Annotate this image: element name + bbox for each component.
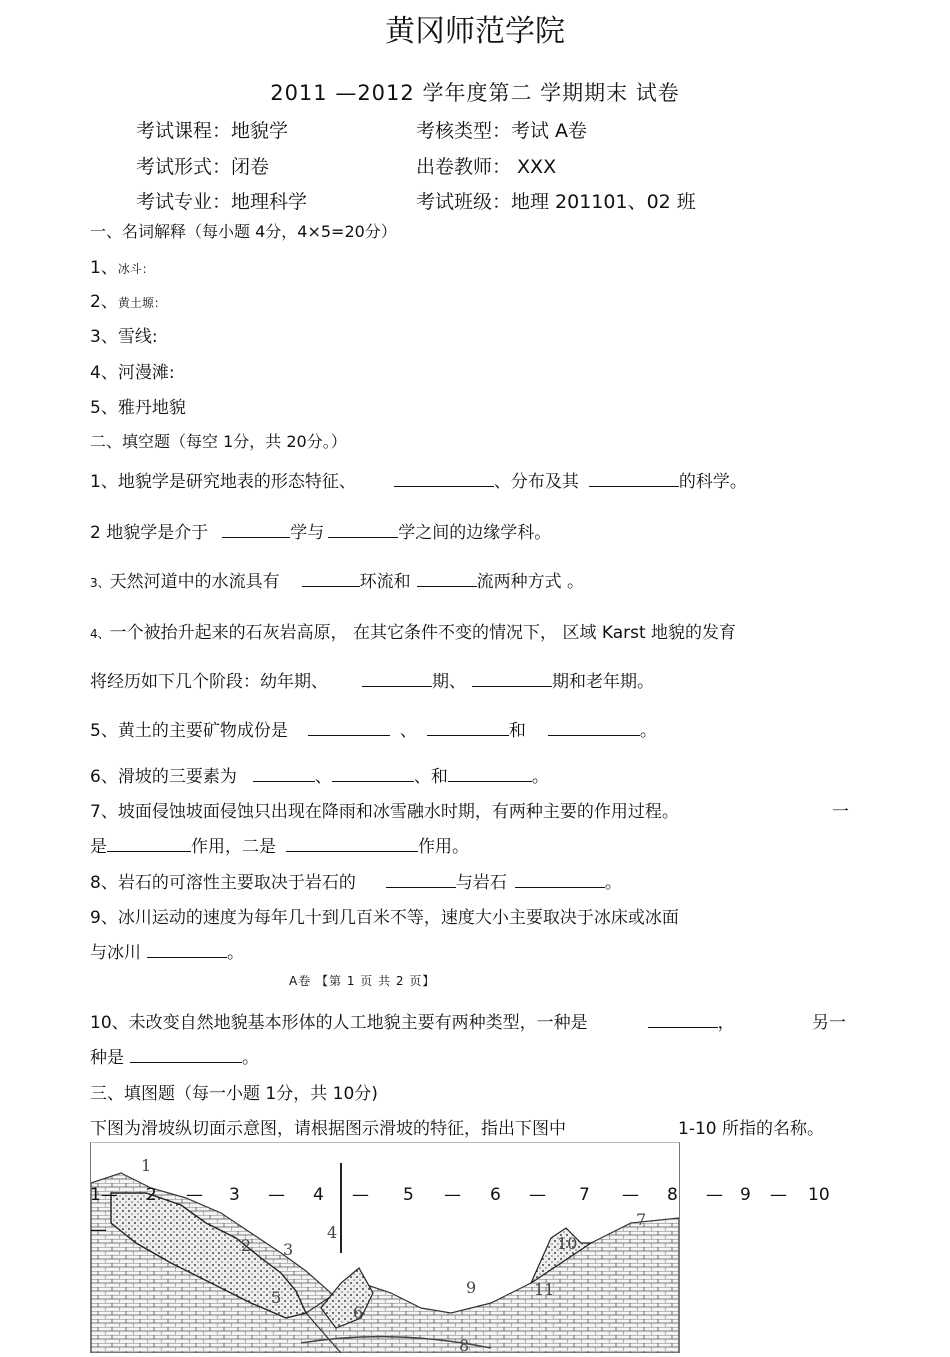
answer-dash: —: [268, 1185, 285, 1205]
q1-blank-2: [589, 469, 679, 487]
answer-label-5: 5: [403, 1185, 414, 1205]
q8-blank-1: [386, 870, 456, 888]
q3-number: 3、: [90, 576, 110, 590]
q5-blank-3: [548, 718, 640, 736]
fill-question-7-line1: 7、坡面侵蚀坡面侵蚀只出现在降雨和冰雪融水时期，有两种主要的作用过程。: [90, 802, 679, 822]
answer-dash: —: [622, 1185, 639, 1205]
term-item-3: [90, 322, 158, 347]
landslide-cross-section: [91, 1143, 679, 1353]
q10-text-d: 种是: [90, 1048, 124, 1068]
q5-blank-1: [308, 718, 390, 736]
answer-label-2: 2: [146, 1185, 157, 1205]
q6-blank-3: [448, 764, 532, 782]
answer-dash: —: [186, 1185, 203, 1205]
figure-number: 7: [636, 1210, 647, 1229]
answer-label-7: 7: [579, 1185, 590, 1205]
q10-text-a: 10、未改变自然地貌基本形体的人工地貌主要有两种类型，一种是: [90, 1013, 588, 1033]
q5-text-b: 、: [399, 721, 417, 741]
term-item-5: [90, 393, 186, 418]
figure-number: 8: [459, 1336, 470, 1353]
q2-text-a: 2 地貌学是介于: [90, 523, 209, 543]
q3-blank-2: [417, 569, 477, 587]
q2-blank-2: [328, 520, 398, 538]
term-item-2: [90, 287, 166, 312]
answer-label-9: 9: [740, 1185, 751, 1205]
figure-number: 3: [283, 1240, 294, 1259]
fill-question-3: [90, 567, 584, 592]
answer-label-1: 1—: [90, 1185, 118, 1205]
assessment-type: 考核类型：考试 A卷: [416, 120, 588, 142]
q7-text-b: 作用，二是: [191, 837, 276, 857]
q5-text-a: 5、黄土的主要矿物成份是: [90, 721, 288, 741]
landslide-figure: [90, 1142, 680, 1353]
figure-number: 5: [271, 1288, 282, 1307]
q7-text-a: 是: [90, 837, 107, 857]
q6-text-d: 。: [531, 767, 549, 787]
fill-question-2: [90, 518, 551, 543]
figure-number: 11: [534, 1280, 555, 1299]
answer-trailing-dash: —: [90, 1220, 107, 1240]
answer-label-3: 3: [229, 1185, 240, 1205]
figure-number: 1: [141, 1156, 152, 1175]
q6-blank-2: [332, 764, 414, 782]
figure-number: 6: [353, 1303, 364, 1322]
term-number: 4、: [90, 363, 118, 383]
q8-blank-2: [515, 870, 605, 888]
q7-blank-1: [107, 834, 191, 852]
fill-question-10-line2: [90, 1043, 259, 1068]
q10-blank-1: [648, 1010, 718, 1028]
q6-text-b: 、: [314, 767, 332, 787]
q4-text-b: 期、: [432, 672, 466, 692]
answer-dash: —: [706, 1185, 723, 1205]
q4-text-c: 期和老年期。: [552, 672, 654, 692]
term-item-1: [90, 253, 154, 278]
term-text: 雪线:: [117, 327, 158, 347]
fill-question-6: [90, 762, 549, 787]
q5-blank-2: [427, 718, 509, 736]
fill-question-1: [90, 467, 747, 492]
answer-dash: —: [770, 1185, 787, 1205]
page-footer: A卷 【第 1 页 共 2 页】: [289, 974, 436, 988]
fill-question-7-line2: [90, 832, 469, 857]
school-name: 黄冈师范学院: [385, 14, 565, 49]
q7-blank-2: [286, 834, 418, 852]
q9-text-b: 。: [227, 943, 244, 963]
figure-number: 9: [466, 1278, 477, 1297]
q5-text-d: 。: [639, 721, 657, 741]
term-number: 2、: [90, 292, 118, 312]
section3-instruction: 下图为滑坡纵切面示意图，请根据图示滑坡的特征，指出下图中: [90, 1119, 566, 1139]
q3-text-b: 环流和: [359, 572, 411, 592]
q9-blank-1: [147, 940, 227, 958]
term-text: 冰斗：: [117, 262, 154, 276]
q9-text-a: 与冰川: [90, 943, 141, 963]
q2-text-c: 学之间的边缘学科。: [398, 523, 552, 543]
q10-text-e: 。: [242, 1048, 259, 1068]
term-text: 黄土塬：: [117, 296, 166, 310]
answer-dash: —: [444, 1185, 461, 1205]
term-number: 3、: [90, 327, 118, 347]
exam-teacher: 出卷教师： XXX: [416, 156, 557, 178]
q7-text-c: 作用。: [418, 837, 469, 857]
q3-blank-1: [302, 569, 360, 587]
fill-question-4-line1: [90, 618, 736, 643]
q4-blank-2: [472, 669, 552, 687]
fill-question-10-line1: [90, 1008, 735, 1033]
q6-text-c: 、和: [413, 767, 448, 787]
q4-number: 4、: [90, 627, 110, 641]
q1-text-c: 的科学。: [678, 472, 747, 492]
q5-text-c: 和: [508, 721, 526, 741]
q7-one: 一: [832, 802, 849, 822]
q3-text-a: 天然河道中的水流具有: [109, 572, 280, 592]
q2-blank-1: [222, 520, 290, 538]
answer-dash: —: [529, 1185, 546, 1205]
section3-range: 1-10 所指的名称。: [678, 1119, 824, 1139]
q10-blank-2: [130, 1045, 242, 1063]
fill-question-5: [90, 716, 657, 741]
exam-course: 考试课程：地貌学: [136, 120, 289, 142]
fill-question-9-line1: 9、冰川运动的速度为每年几十到几百米不等，速度大小主要取决于冰床或冰面: [90, 908, 679, 928]
fill-question-4-line2: [90, 667, 654, 692]
q1-blank-1: [394, 469, 494, 487]
q6-text-a: 6、滑坡的三要素为: [90, 767, 237, 787]
figure-number: 2: [241, 1236, 252, 1255]
exam-major: 考试专业：地理科学: [136, 191, 308, 213]
exam-form: 考试形式：闭卷: [136, 156, 270, 178]
section2-heading: 二、填空题（每空 1分，共 20分。）: [90, 432, 347, 451]
q8-text-b: 与岩石: [455, 873, 507, 893]
figure-number: 10: [557, 1234, 578, 1253]
q8-text-a: 8、岩石的可溶性主要取决于岩石的: [90, 873, 356, 893]
q4-text-a: 将经历如下几个阶段：幼年期、: [90, 672, 328, 692]
q6-blank-1: [253, 764, 315, 782]
q10-text-b: ，: [717, 1013, 735, 1033]
figure-number: 4: [327, 1223, 338, 1242]
fill-question-8: [90, 868, 622, 893]
fill-question-9-line2: [90, 938, 244, 963]
exam-title: 2011 —2012 学年度第二 学期期末 试卷: [270, 81, 680, 105]
term-text: 雅丹地貌: [117, 398, 186, 418]
q1-text-a: 1、地貌学是研究地表的形态特征、: [90, 472, 356, 492]
q2-text-b: 学与: [290, 523, 325, 543]
q4-line1: 一个被抬升起来的石灰岩高原， 在其它条件不变的情况下， 区域 Karst 地貌的发育: [109, 623, 737, 643]
answer-label-8: 8: [667, 1185, 678, 1205]
term-number: 1、: [90, 258, 118, 278]
answer-label-10: 10: [808, 1185, 830, 1205]
q8-text-c: 。: [604, 873, 622, 893]
term-number: 5、: [90, 398, 118, 418]
answer-label-6: 6: [490, 1185, 501, 1205]
section1-heading: 一、名词解释（每小题 4分，4×5=20分）: [90, 222, 397, 241]
section3-heading: 三、填图题（每一小题 1分，共 10分): [90, 1084, 378, 1104]
q10-another: 另一: [812, 1013, 846, 1033]
term-item-4: [90, 358, 175, 383]
answer-dash: —: [352, 1185, 369, 1205]
exam-class: 考试班级：地理 201101、02 班: [416, 191, 696, 213]
q3-text-c: 流两种方式 。: [476, 572, 585, 592]
answer-label-4: 4: [313, 1185, 324, 1205]
term-text: 河漫滩:: [117, 363, 175, 383]
q4-blank-1: [362, 669, 432, 687]
q1-text-b: 、分布及其: [493, 472, 579, 492]
